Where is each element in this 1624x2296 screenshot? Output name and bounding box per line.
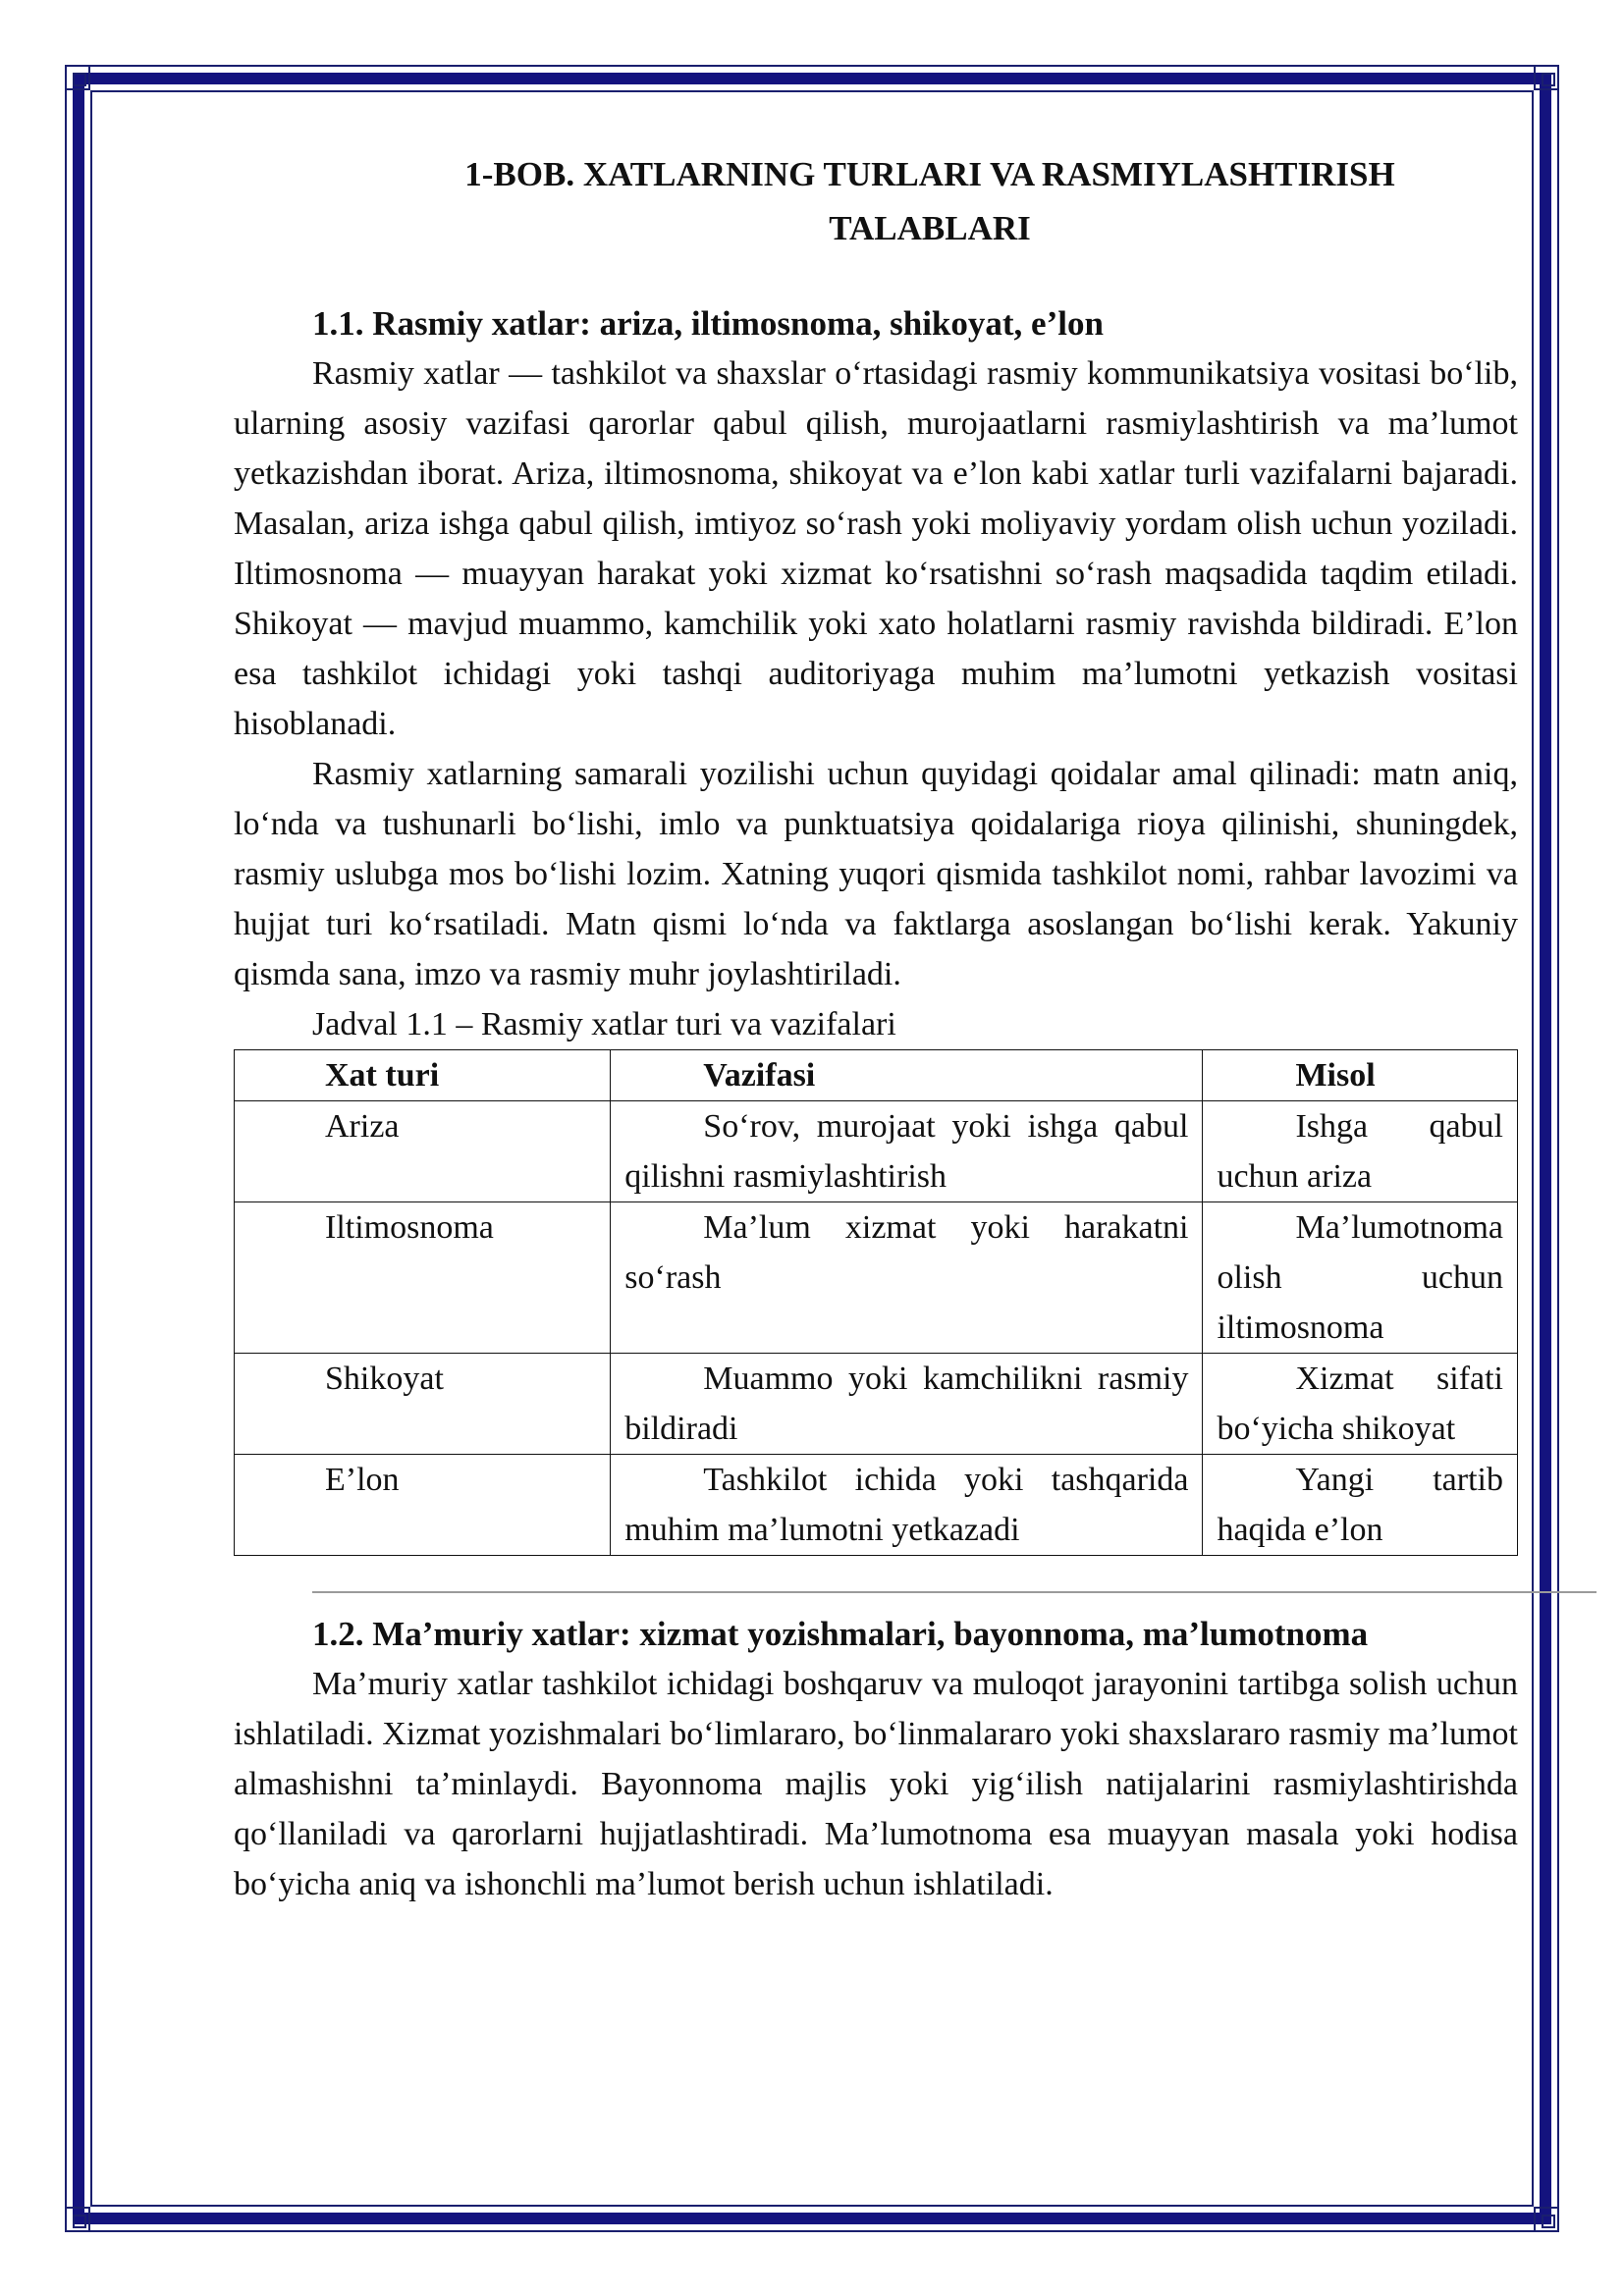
table-cell-example: Xizmat sifati bo‘yicha shikoyat	[1203, 1354, 1518, 1455]
document-body	[234, 147, 1518, 1909]
section-2-paragraph-1: Ma’muriy xatlar tashkilot ichidagi boshqaruv va muloqot jarayonini tartibga solish uchun ishlatiladi. Xizmat yozishmalari bo‘limlararo, bo‘linmalararo yoki shaxslararo rasmiy ma’lumot almashishni ta’minlaydi. Bayonnoma majlis yoki yig‘ilish natijalarini rasmiylashtirishda qo‘llaniladi va qarorlarni hujjatlashtiradi. Ma’lumotnoma esa muayyan masala yoki hodisa bo‘yicha aniq va ishonchli ma’lumot berish uchun ishlatiladi.	[234, 1666, 1518, 1902]
table-cell-function: So‘rov, murojaat yoki ishga qabul qilishni rasmiylashtirish	[611, 1101, 1203, 1202]
table-cell-type: Iltimosnoma	[235, 1202, 611, 1354]
chapter-title-line-2: TALABLARI	[829, 209, 1031, 247]
table-cell-type: Shikoyat	[235, 1354, 611, 1455]
section-1-heading: 1.1. Rasmiy xatlar: ariza, iltimosnoma, shikoyat, e’lon	[312, 304, 1104, 343]
section-1	[234, 298, 1518, 1556]
frame-corner-ornament	[65, 65, 90, 90]
table-header-cell: Xat turi	[235, 1050, 611, 1101]
table-row	[235, 1354, 1518, 1455]
table-cell-example: Ishga qabul uchun ariza	[1203, 1101, 1518, 1202]
table-caption: Jadval 1.1 – Rasmiy xatlar turi va vazifalari	[312, 1006, 896, 1042]
letter-types-table	[234, 1049, 1518, 1556]
table-cell-type: E’lon	[235, 1455, 611, 1556]
table-row	[235, 1101, 1518, 1202]
section-1-paragraph-2: Rasmiy xatlarning samarali yozilishi uchun quyidagi qoidalar amal qilinadi: matn aniq, lo‘nda va tushunarli bo‘lishi, imlo va punktuatsiya qoidalariga rioya qilinishi, shuningdek, rasmiy uslubga mos bo‘lishi lozim. Xatning yuqori qismida tashkilot nomi, rahbar lavozimi va hujjat turi ko‘rsatiladi. Matn qismi lo‘nda va faktlarga asoslangan bo‘lishi kerak. Yakuniy qismda sana, imzo va rasmiy muhr joylashtiriladi.	[234, 756, 1518, 992]
table-cell-example: Ma’lumotnoma olish uchun iltimosnoma	[1203, 1202, 1518, 1354]
section-2-heading: 1.2. Ma’muriy xatlar: xizmat yozishmalari, bayonnoma, ma’lumotnoma	[312, 1615, 1369, 1653]
table-header-cell: Vazifasi	[611, 1050, 1203, 1101]
section-divider	[312, 1591, 1597, 1593]
table-cell-function: Tashkilot ichida yoki tashqarida muhim ma’lumotni yetkazadi	[611, 1455, 1203, 1556]
chapter-title-line-1: 1-BOB. XATLARNING TURLARI VA RASMIYLASHTIRISH	[464, 155, 1395, 193]
table-header-row	[235, 1050, 1518, 1101]
table-cell-function: Muammo yoki kamchilikni rasmiy bildiradi	[611, 1354, 1203, 1455]
table-row	[235, 1455, 1518, 1556]
table-row	[235, 1202, 1518, 1354]
section-2	[234, 1609, 1518, 1909]
table-cell-example: Yangi tartib haqida e’lon	[1203, 1455, 1518, 1556]
frame-corner-ornament	[65, 2207, 90, 2232]
table-cell-type: Ariza	[235, 1101, 611, 1202]
table-header-cell: Misol	[1203, 1050, 1518, 1101]
frame-corner-ornament	[1534, 2207, 1559, 2232]
chapter-title	[234, 147, 1518, 255]
frame-corner-ornament	[1534, 65, 1559, 90]
table-cell-function: Ma’lum xizmat yoki harakatni so‘rash	[611, 1202, 1203, 1354]
section-1-paragraph-1: Rasmiy xatlar — tashkilot va shaxslar o‘rtasidagi rasmiy kommunikatsiya vositasi bo‘lib, ularning asosiy vazifasi qarorlar qabul qilish, murojaatlarni rasmiylashtirish va ma’lumot yetkazishdan iborat. Ariza, iltimosnoma, shikoyat va e’lon kabi xatlar turli vazifalarni bajaradi. Masalan, ariza ishga qabul qilish, imtiyoz so‘rash yoki moliyaviy yordam olish uchun yoziladi. Iltimosnoma — muayyan harakat yoki xizmat ko‘rsatishni so‘rash maqsadida taqdim etiladi. Shikoyat — mavjud muammo, kamchilik yoki xato holatlarni rasmiy ravishda bildiradi. E’lon esa tashkilot ichidagi yoki tashqi auditoriyaga muhim ma’lumotni yetkazish vositasi hisoblanadi.	[234, 355, 1518, 742]
